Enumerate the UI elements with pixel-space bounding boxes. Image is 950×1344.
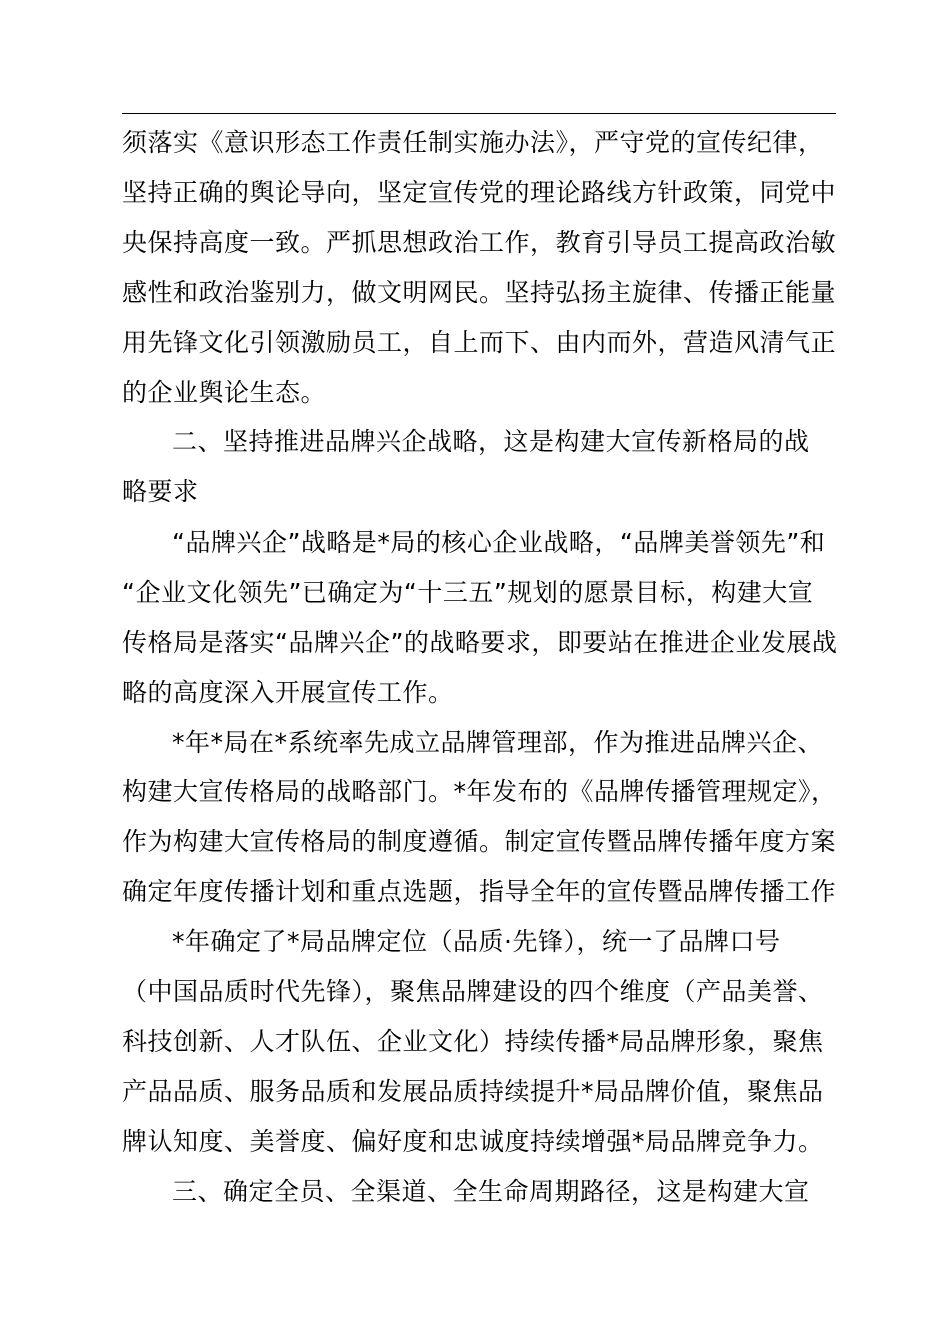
body-text-line: 感性和政治鉴别力，做文明网民。坚持弘扬主旋律、传播正能量 <box>122 278 837 307</box>
body-text-line: （中国品质时代先锋），聚焦品牌建设的四个维度（产品美誉、 <box>122 977 824 1006</box>
body-text-line: 作为构建大宣传格局的制度遵循。制定宣传暨品牌传播年度方案 <box>122 827 837 856</box>
body-text-line: 须落实《意识形态工作责任制实施办法》，严守党的宣传纪律， <box>122 128 824 157</box>
section-heading-line: 二、坚持推进品牌兴企战略，这是构建大宣传新格局的战 <box>172 427 810 456</box>
body-text-line: 传格局是落实“品牌兴企”的战略要求，即要站在推进企业发展战 <box>122 628 838 657</box>
body-text-line: 科技创新、人才队伍、企业文化）持续传播*局品牌形象，聚焦 <box>122 1027 824 1056</box>
body-text-line: 略的高度深入开展宣传工作。 <box>122 678 454 707</box>
section-heading-line: 略要求 <box>122 477 199 506</box>
body-text-line: 构建大宣传格局的战略部门。*年发布的《品牌传播管理规定》， <box>122 777 837 806</box>
body-text-line: 坚持正确的舆论导向，坚定宣传党的理论路线方针政策，同党中 <box>122 178 837 207</box>
header-divider <box>122 113 836 114</box>
body-text-line: 的企业舆论生态。 <box>122 378 327 407</box>
section-heading-line: 三、确定全员、全渠道、全生命周期路径，这是构建大宣 <box>172 1177 810 1206</box>
body-text-line: *年*局在*系统率先成立品牌管理部，作为推进品牌兴企、 <box>172 728 824 757</box>
body-text-line: “品牌兴企”战略是*局的核心企业战略，“品牌美誉领先”和 <box>172 528 826 557</box>
body-text-line: *年确定了*局品牌定位（品质·先锋），统一了品牌口号 <box>172 927 781 956</box>
body-text-line: 用先锋文化引领激励员工，自上而下、由内而外，营造风清气正 <box>122 328 837 357</box>
body-text-line: 牌认知度、美誉度、偏好度和忠诚度持续增强*局品牌竞争力。 <box>122 1127 824 1156</box>
body-text-line: 央保持高度一致。严抓思想政治工作，教育引导员工提高政治敏 <box>122 228 837 257</box>
body-text-line: “企业文化领先”已确定为“十三五”规划的愿景目标，构建大宣 <box>122 578 814 607</box>
body-text-line: 确定年度传播计划和重点选题，指导全年的宣传暨品牌传播工作 <box>122 877 837 906</box>
body-text-line: 产品品质、服务品质和发展品质持续提升*局品牌价值，聚焦品 <box>122 1077 824 1106</box>
